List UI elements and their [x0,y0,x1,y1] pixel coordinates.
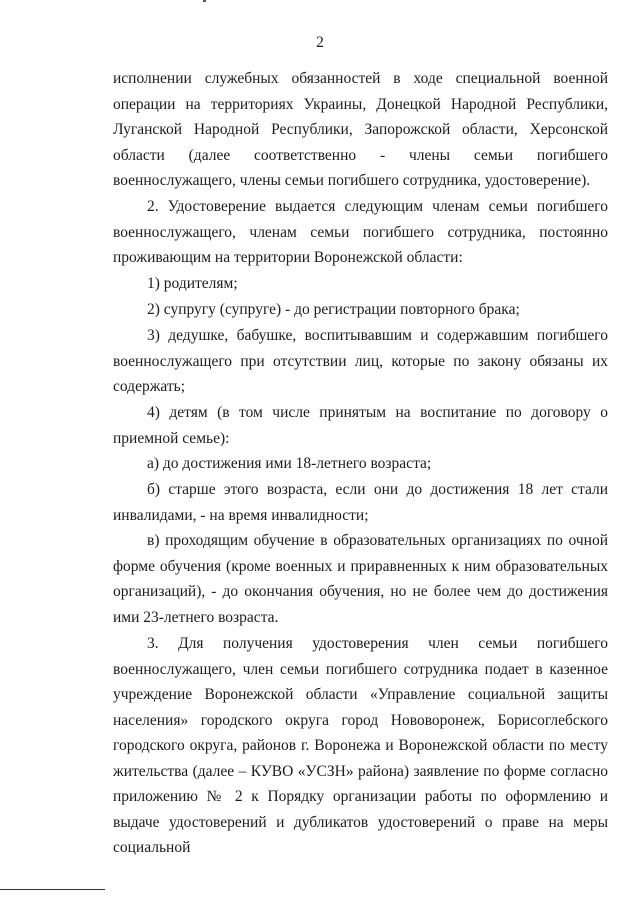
list-item-4: 4) детям (в том числе принятым на воспитание по договору о приемной семье): [113,404,608,447]
scan-artifact-mark [203,0,206,2]
footer-rule [0,889,105,890]
page-number: 2 [316,34,324,51]
paragraph-3: 3. Для получения удостоверения член семьи погибшего военнослужащего, член семьи погибшего сотрудника подает в казенное учреждение Воронежской области «Управление социальной защиты населения» городского округа город Нововоронеж, Борисоглебского городского округа, районов г. Воронежа и Воронежской области по месту жительства (далее – КУВО «УСЗН» района) заявление по форме согласно приложению № 2 к Порядку организации работы по оформлению и выдаче удостоверений и дубликатов удостоверений о праве на меры социальной [113,635,608,856]
paragraph-2: 2. Удостоверение выдается следующим членам семьи погибшего военнослужащего, членам семьи погибшего сотрудника, постоянно проживающим на территории Воронежской области: [113,198,608,266]
sub-item-c: в) проходящим обучение в образовательных организациях по очной форме обучения (кроме военных и приравненных к ним образовательных организаций), - до окончания обучения, но не более чем до достижения ими 23-летнего возраста. [113,532,608,626]
sub-item-a: а) до достижения ими 18-летнего возраста; [147,455,432,472]
paragraph-continuation: исполнении служебных обязанностей в ходе специальной военной операции на территориях Украины, Донецкой Народной Республики, Луганской Народной Республики, Запорожской области, Херсонской области (далее соответственно - члены семьи погибшего военнослужащего, члены семьи погибшего сотрудника, удостоверение). [113,70,608,189]
list-item-3: 3) дедушке, бабушке, воспитывавшим и содержавшим погибшего военнослужащего при отсутствии лиц, которые по закону обязаны их содержать; [113,327,608,395]
list-item-1: 1) родителям; [147,275,238,292]
list-item-2: 2) супругу (супруге) - до регистрации повторного брака; [147,301,520,318]
sub-item-b: б) старше этого возраста, если они до достижения 18 лет стали инвалидами, - на время инвалидности; [113,481,608,524]
